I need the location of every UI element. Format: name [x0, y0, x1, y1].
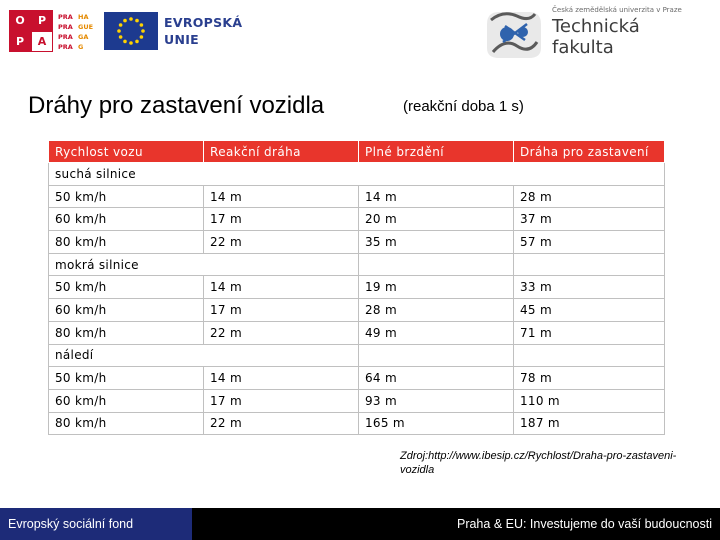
table-cell: 93 m	[359, 389, 514, 412]
table-cell: 20 m	[359, 208, 514, 231]
footer-right-text: Praha & EU: Investujeme do vaší budoucnosti	[456, 517, 712, 531]
column-header: Rychlost vozu	[49, 141, 204, 163]
oppa-letter: O	[9, 10, 31, 31]
praha-logo-text: HA	[78, 13, 89, 21]
eu-star-icon	[123, 19, 127, 23]
praha-logo-text: PRA	[58, 23, 73, 31]
eu-star-icon	[123, 40, 127, 44]
tf-logo-text	[552, 16, 640, 58]
eu-star-icon	[129, 17, 133, 21]
section-row	[49, 163, 665, 186]
footer-left-text: Evropský sociální fond	[0, 508, 192, 540]
oppa-logo	[9, 10, 53, 52]
empty-cell	[359, 344, 514, 367]
table-row	[49, 367, 665, 390]
table-cell: 17 m	[204, 299, 359, 322]
eu-logo-text	[164, 14, 242, 48]
eu-star-icon	[119, 23, 123, 27]
table-cell: 80 km/h	[49, 231, 204, 254]
table-cell: 14 m	[204, 185, 359, 208]
section-row	[49, 344, 665, 367]
table-cell: 80 km/h	[49, 412, 204, 435]
eu-star-icon	[140, 35, 144, 39]
table-cell: 22 m	[204, 321, 359, 344]
table-cell: 57 m	[514, 231, 665, 254]
eu-logo-line1: EVROPSKÁ	[164, 15, 243, 30]
table-cell: 80 km/h	[49, 321, 204, 344]
table-cell: 45 m	[514, 299, 665, 322]
table-row	[49, 231, 665, 254]
table-cell: 78 m	[514, 367, 665, 390]
table-cell: 17 m	[204, 208, 359, 231]
eu-star-icon	[129, 41, 133, 45]
table-cell: 50 km/h	[49, 367, 204, 390]
empty-cell	[514, 344, 665, 367]
table-cell: 22 m	[204, 231, 359, 254]
table-row	[49, 276, 665, 299]
source-note: Zdroj:http://www.ibesip.cz/Rychlost/Draha-pro-zastaveni-vozidla	[400, 450, 677, 476]
table-cell: 14 m	[204, 276, 359, 299]
oppa-letter: P	[31, 10, 53, 31]
eu-logo-line2: UNIE	[164, 32, 200, 47]
oppa-letter: A	[31, 31, 53, 52]
tf-logo-line2: fakulta	[552, 37, 614, 58]
table-cell: 187 m	[514, 412, 665, 435]
table-cell: 22 m	[204, 412, 359, 435]
table-header-row	[49, 141, 665, 163]
column-header: Reakční dráha	[204, 141, 359, 163]
oppa-letter: P	[9, 31, 31, 52]
table-cell: 110 m	[514, 389, 665, 412]
eu-star-icon	[140, 23, 144, 27]
section-label: náledí	[49, 344, 359, 367]
page-title: Dráhy pro zastavení vozidla	[28, 92, 325, 119]
praha-logo-text: G	[78, 43, 84, 51]
table-cell: 49 m	[359, 321, 514, 344]
footer-bar	[0, 508, 720, 540]
table-cell: 165 m	[359, 412, 514, 435]
column-header: Plné brzdění	[359, 141, 514, 163]
table-cell: 50 km/h	[49, 185, 204, 208]
praha-logo-text: PRA	[58, 13, 73, 21]
tf-emblem-icon	[483, 8, 545, 60]
eu-flag-icon	[104, 12, 158, 50]
table-row	[49, 185, 665, 208]
table-cell: 28 m	[514, 185, 665, 208]
eu-star-icon	[141, 29, 145, 33]
eu-star-icon	[119, 35, 123, 39]
stopping-distance-table	[48, 140, 665, 435]
table-cell: 37 m	[514, 208, 665, 231]
eu-star-icon	[135, 19, 139, 23]
table-row	[49, 389, 665, 412]
table-row	[49, 412, 665, 435]
table-cell: 28 m	[359, 299, 514, 322]
table-cell: 71 m	[514, 321, 665, 344]
page-subtitle: (reakční doba 1 s)	[403, 98, 524, 115]
praha-logo-text: PRA	[58, 43, 73, 51]
table-cell: 60 km/h	[49, 299, 204, 322]
table-cell: 60 km/h	[49, 389, 204, 412]
table-cell: 14 m	[204, 367, 359, 390]
table-cell: 19 m	[359, 276, 514, 299]
tf-logo-line1: Technická	[552, 16, 640, 37]
praha-logo-text: GUE	[78, 23, 94, 31]
table-cell: 17 m	[204, 389, 359, 412]
table-cell: 64 m	[359, 367, 514, 390]
eu-star-icon	[117, 29, 121, 33]
praha-logo-text: PRA	[58, 33, 73, 41]
table-cell: 50 km/h	[49, 276, 204, 299]
section-row	[49, 253, 665, 276]
table-row	[49, 299, 665, 322]
table-cell: 33 m	[514, 276, 665, 299]
section-label: mokrá silnice	[49, 253, 359, 276]
table-cell: 35 m	[359, 231, 514, 254]
column-header: Dráha pro zastavení	[514, 141, 665, 163]
section-label: suchá silnice	[49, 163, 665, 186]
praha-logo	[58, 12, 98, 52]
empty-cell	[514, 253, 665, 276]
table-cell: 60 km/h	[49, 208, 204, 231]
table-row	[49, 321, 665, 344]
eu-star-icon	[135, 40, 139, 44]
table-row	[49, 208, 665, 231]
tf-university-name: Česká zemědělská univerzita v Praze	[552, 6, 682, 14]
table-cell: 14 m	[359, 185, 514, 208]
empty-cell	[359, 253, 514, 276]
table-body	[49, 163, 665, 435]
praha-logo-text: GA	[78, 33, 89, 41]
